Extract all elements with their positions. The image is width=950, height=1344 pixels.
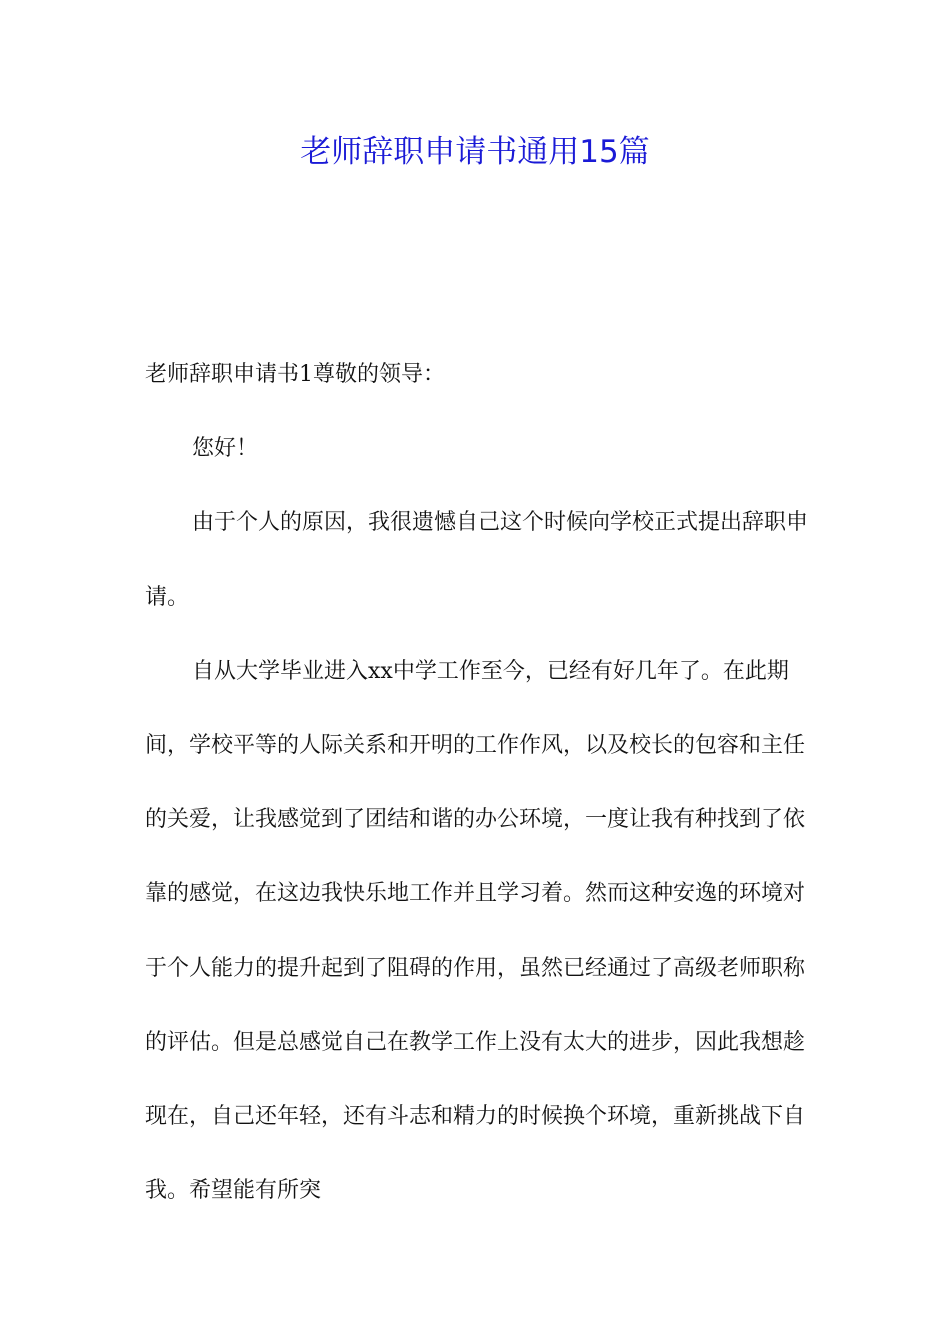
document-body <box>145 338 815 1228</box>
document-title: 老师辞职申请书通用15篇 <box>300 134 650 170</box>
greeting-paragraph: 您好！ <box>192 436 259 462</box>
salutation-paragraph: 老师辞职申请书1尊敬的领导： <box>145 362 445 387</box>
experience-paragraph: 自从大学毕业进入xx中学工作至今，已经有好几年了。在此期间，学校平等的人际关系和开明的工作作风，以及校长的包容和主任的关爱，让我感觉到了团结和谐的办公环境，一度让我有种找到了依靠的感觉，在这边我快乐地工作并且学习着。然而这种安逸的环境对于个人能力的提升起到了阻碍的作用，虽然已经通过了高级老师职称的评估。但是总感觉自己在教学工作上没有太大的进步，因此我想趁现在，自己还年轻，还有斗志和精力的时候换个环境，重新挑战下自我。希望能有所突 <box>145 658 806 1204</box>
reason-paragraph: 由于个人的原因，我很遗憾自己这个时候向学校正式提出辞职申请。 <box>145 510 809 610</box>
